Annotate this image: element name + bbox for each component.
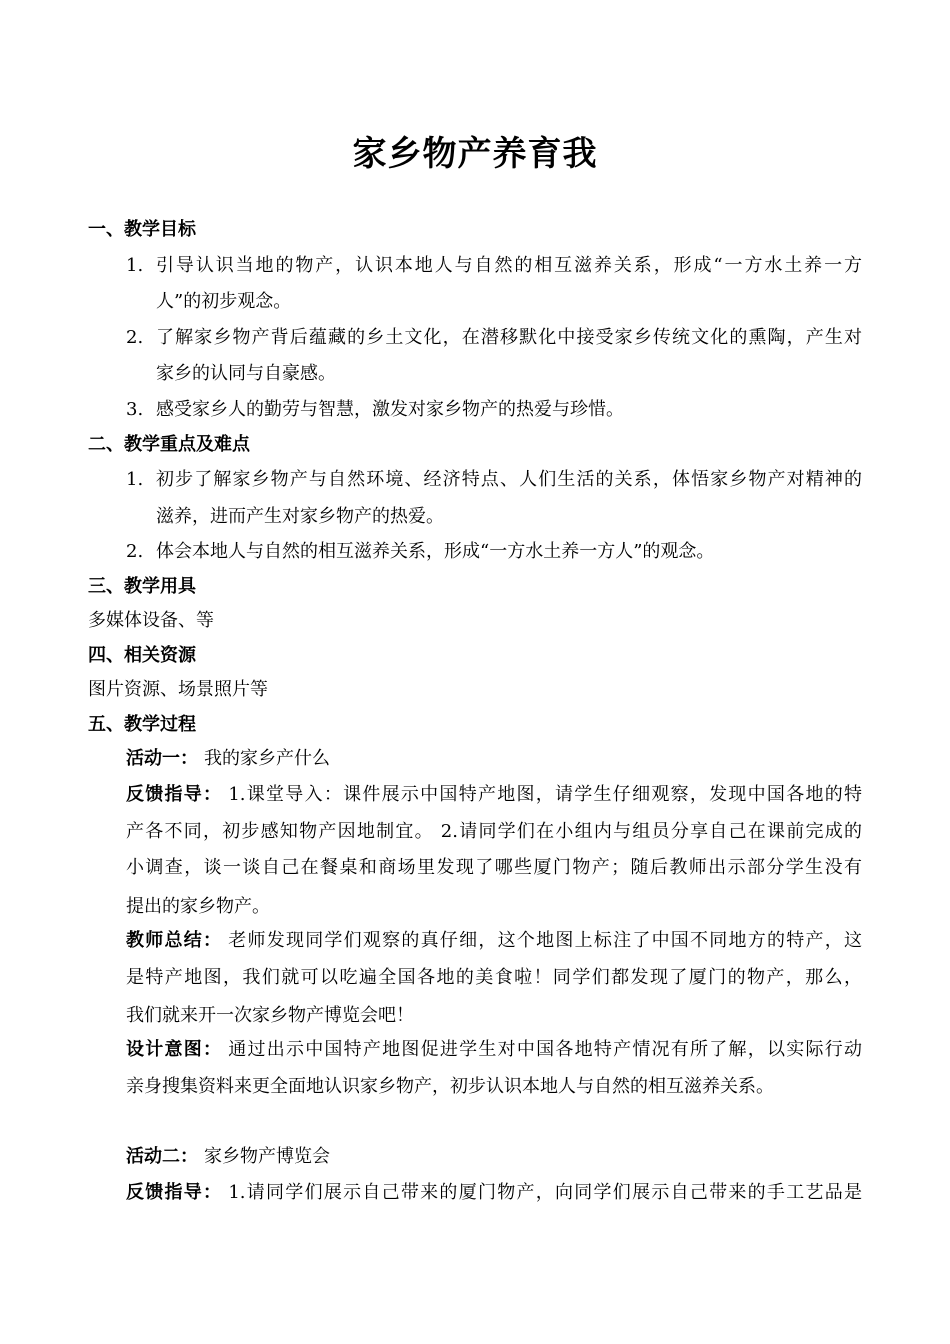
- intent-label: 设计意图：: [126, 1039, 223, 1060]
- paragraph-line: [126, 783, 862, 807]
- list-number: 1.: [126, 255, 144, 276]
- paragraph-line: 我们就来开一次家乡物产博览会吧！: [126, 1005, 414, 1026]
- paragraph-line: 产各不同，初步感知物产因地制宜。 2.请同学们在小组内与组员分享自己在课前完成的: [126, 821, 862, 842]
- section-text-tools: 多媒体设备、等: [88, 610, 214, 631]
- list-number: 2.: [126, 541, 144, 562]
- list-number: 1.: [126, 469, 144, 490]
- paragraph-line: 亲身搜集资料来更全面地认识家乡物产，初步认识本地人与自然的相互滋养关系。: [126, 1076, 774, 1097]
- list-item-text: 人”的初步观念。: [156, 291, 292, 312]
- summary-label: 教师总结：: [126, 930, 223, 951]
- paragraph-line: 提出的家乡物产。: [126, 896, 270, 917]
- paragraph-line: [126, 1038, 862, 1062]
- section-heading-objectives: 一、教学目标: [88, 219, 196, 240]
- activity1-name: 我的家乡产什么: [204, 748, 330, 769]
- document-title: 家乡物产养育我: [352, 134, 598, 174]
- list-number: 2.: [126, 327, 144, 348]
- activity2-title: [126, 1145, 330, 1169]
- feedback-text: 1.请同学们展示自己带来的厦门物产，向同学们展示自己带来的手工艺品是: [228, 1182, 862, 1203]
- list-item-text: 家乡的认同与自豪感。: [156, 363, 336, 384]
- intent-text: 通过出示中国特产地图促进学生对中国各地特产情况有所了解，以实际行动: [228, 1039, 862, 1060]
- list-item-text: 滋养，进而产生对家乡物产的热爱。: [156, 506, 444, 527]
- section-text-resources: 图片资源、场景照片等: [88, 679, 268, 700]
- feedback-label: 反馈指导：: [126, 1182, 223, 1203]
- paragraph-line: 小调查，谈一谈自己在餐桌和商场里发现了哪些厦门物产；随后教师出示部分学生没有: [126, 857, 862, 878]
- summary-text: 老师发现同学们观察的真仔细，这个地图上标注了中国不同地方的特产，这: [228, 930, 862, 951]
- section-heading-resources: 四、相关资源: [88, 645, 196, 666]
- paragraph-line: [126, 929, 862, 953]
- activity1-label: 活动一：: [126, 748, 198, 769]
- list-item-text: 感受家乡人的勤劳与智慧，激发对家乡物产的热爱与珍惜。: [156, 399, 624, 420]
- activity2-label: 活动二：: [126, 1146, 198, 1167]
- section-heading-key-points: 二、教学重点及难点: [88, 434, 250, 455]
- list-item-text: 引导认识当地的物产，认识本地人与自然的相互滋养关系，形成“一方水土养一方: [156, 255, 862, 276]
- list-item-text: 体会本地人与自然的相互滋养关系，形成“一方水土养一方人”的观念。: [156, 541, 715, 562]
- feedback-label: 反馈指导：: [126, 784, 223, 805]
- list-item-text: 初步了解家乡物产与自然环境、经济特点、人们生活的关系，体悟家乡物产对精神的: [156, 469, 862, 490]
- feedback-text: 1.课堂导入：课件展示中国特产地图，请学生仔细观察，发现中国各地的特: [228, 784, 862, 805]
- activity1-title: [126, 747, 330, 771]
- paragraph-line: 是特产地图，我们就可以吃遍全国各地的美食啦！同学们都发现了厦门的物产，那么，: [126, 967, 862, 988]
- list-item-text: 了解家乡物产背后蕴藏的乡土文化，在潜移默化中接受家乡传统文化的熏陶，产生对: [156, 327, 862, 348]
- section-heading-tools: 三、教学用具: [88, 576, 196, 597]
- paragraph-line: [126, 1181, 862, 1205]
- section-heading-process: 五、教学过程: [88, 714, 196, 735]
- list-number: 3.: [126, 399, 144, 420]
- activity2-name: 家乡物产博览会: [204, 1146, 330, 1167]
